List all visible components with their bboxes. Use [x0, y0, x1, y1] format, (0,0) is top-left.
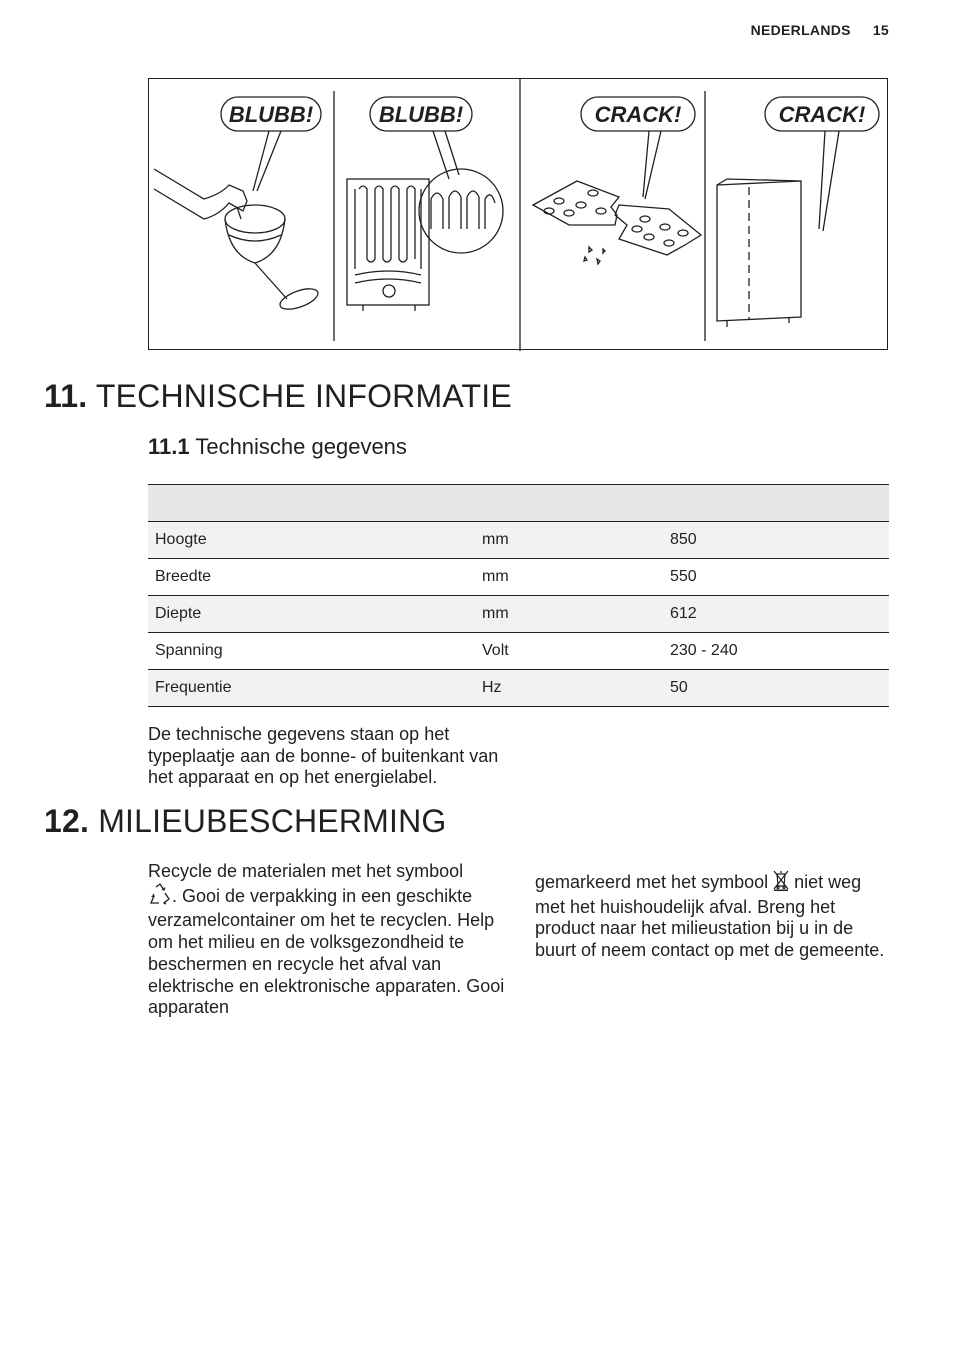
row-value: 550 — [670, 568, 697, 585]
table-header-row — [148, 485, 889, 522]
row-unit: mm — [482, 568, 509, 585]
row-value: 612 — [670, 605, 697, 622]
environment-text-left-rest: . Gooi de verpakking in een geschikte verzamelcontainer om het te recyclen. Help om het milieu en de volksgezondheid te beschermen en recycle het afval van elektrische en elektronische apparaten. Gooi apparaten — [148, 885, 505, 1018]
table-row — [148, 596, 889, 633]
noise-illustration-drawing — [149, 79, 889, 351]
environment-text-left-line1: Recycle de materialen met het symbool — [148, 861, 464, 881]
table-header-cell — [475, 485, 663, 522]
section-12-heading — [44, 803, 447, 840]
environment-text-right — [535, 869, 895, 962]
table-row — [148, 559, 889, 596]
row-unit: mm — [482, 605, 509, 622]
bubble-text-2: BLUBB! — [378, 102, 464, 127]
row-value: 50 — [670, 679, 688, 696]
crossed-bin-icon — [773, 869, 789, 897]
table-row — [148, 522, 889, 559]
row-label: Spanning — [155, 642, 223, 659]
row-unit: mm — [482, 531, 509, 548]
row-label: Frequentie — [155, 679, 232, 696]
section-11-1-heading — [148, 434, 407, 460]
environment-text-right-post: niet weg met het huishoudelijk afval. Breng het product naar het milieustation bij u in de buurt of neem contact op met de gemeente. — [535, 872, 885, 961]
bubble-text-3: CRACK! — [594, 102, 682, 127]
environment-text-left — [148, 861, 508, 1019]
table-header-cell — [148, 485, 475, 522]
section-12-title: MILIEUBESCHERMING — [98, 803, 447, 839]
row-value: 850 — [670, 531, 697, 548]
technical-data-table — [148, 484, 889, 707]
table-row — [148, 670, 889, 707]
row-unit: Hz — [482, 679, 502, 696]
section-11-number: 11. — [44, 378, 88, 414]
row-label: Hoogte — [155, 531, 207, 548]
row-unit: Volt — [482, 642, 509, 659]
section-11-1-number: 11.1 — [148, 434, 190, 459]
noise-illustration — [148, 78, 888, 350]
section-11-title: TECHNISCHE INFORMATIE — [95, 378, 512, 414]
language-label: NEDERLANDS — [750, 22, 851, 38]
table-row — [148, 633, 889, 670]
page-number: 15 — [872, 22, 889, 38]
section-11-1-title: Technische gegevens — [195, 434, 407, 459]
row-value: 230 - 240 — [670, 642, 738, 659]
page-header — [751, 22, 889, 38]
section-12-number: 12. — [44, 803, 90, 839]
table-header-cell — [663, 485, 889, 522]
recycle-icon — [148, 883, 172, 911]
section-11-heading — [44, 378, 512, 415]
technical-data-note: De technische gegevens staan op het typeplaatje aan de bonne- of buitenkant van het apparaat en op het energielabel. — [148, 724, 499, 788]
row-label: Breedte — [155, 568, 212, 585]
bubble-text-1: BLUBB! — [228, 102, 314, 127]
row-label: Diepte — [155, 605, 202, 622]
bubble-text-4: CRACK! — [778, 102, 866, 127]
environment-text-right-pre: gemarkeerd met het symbool — [535, 872, 769, 892]
